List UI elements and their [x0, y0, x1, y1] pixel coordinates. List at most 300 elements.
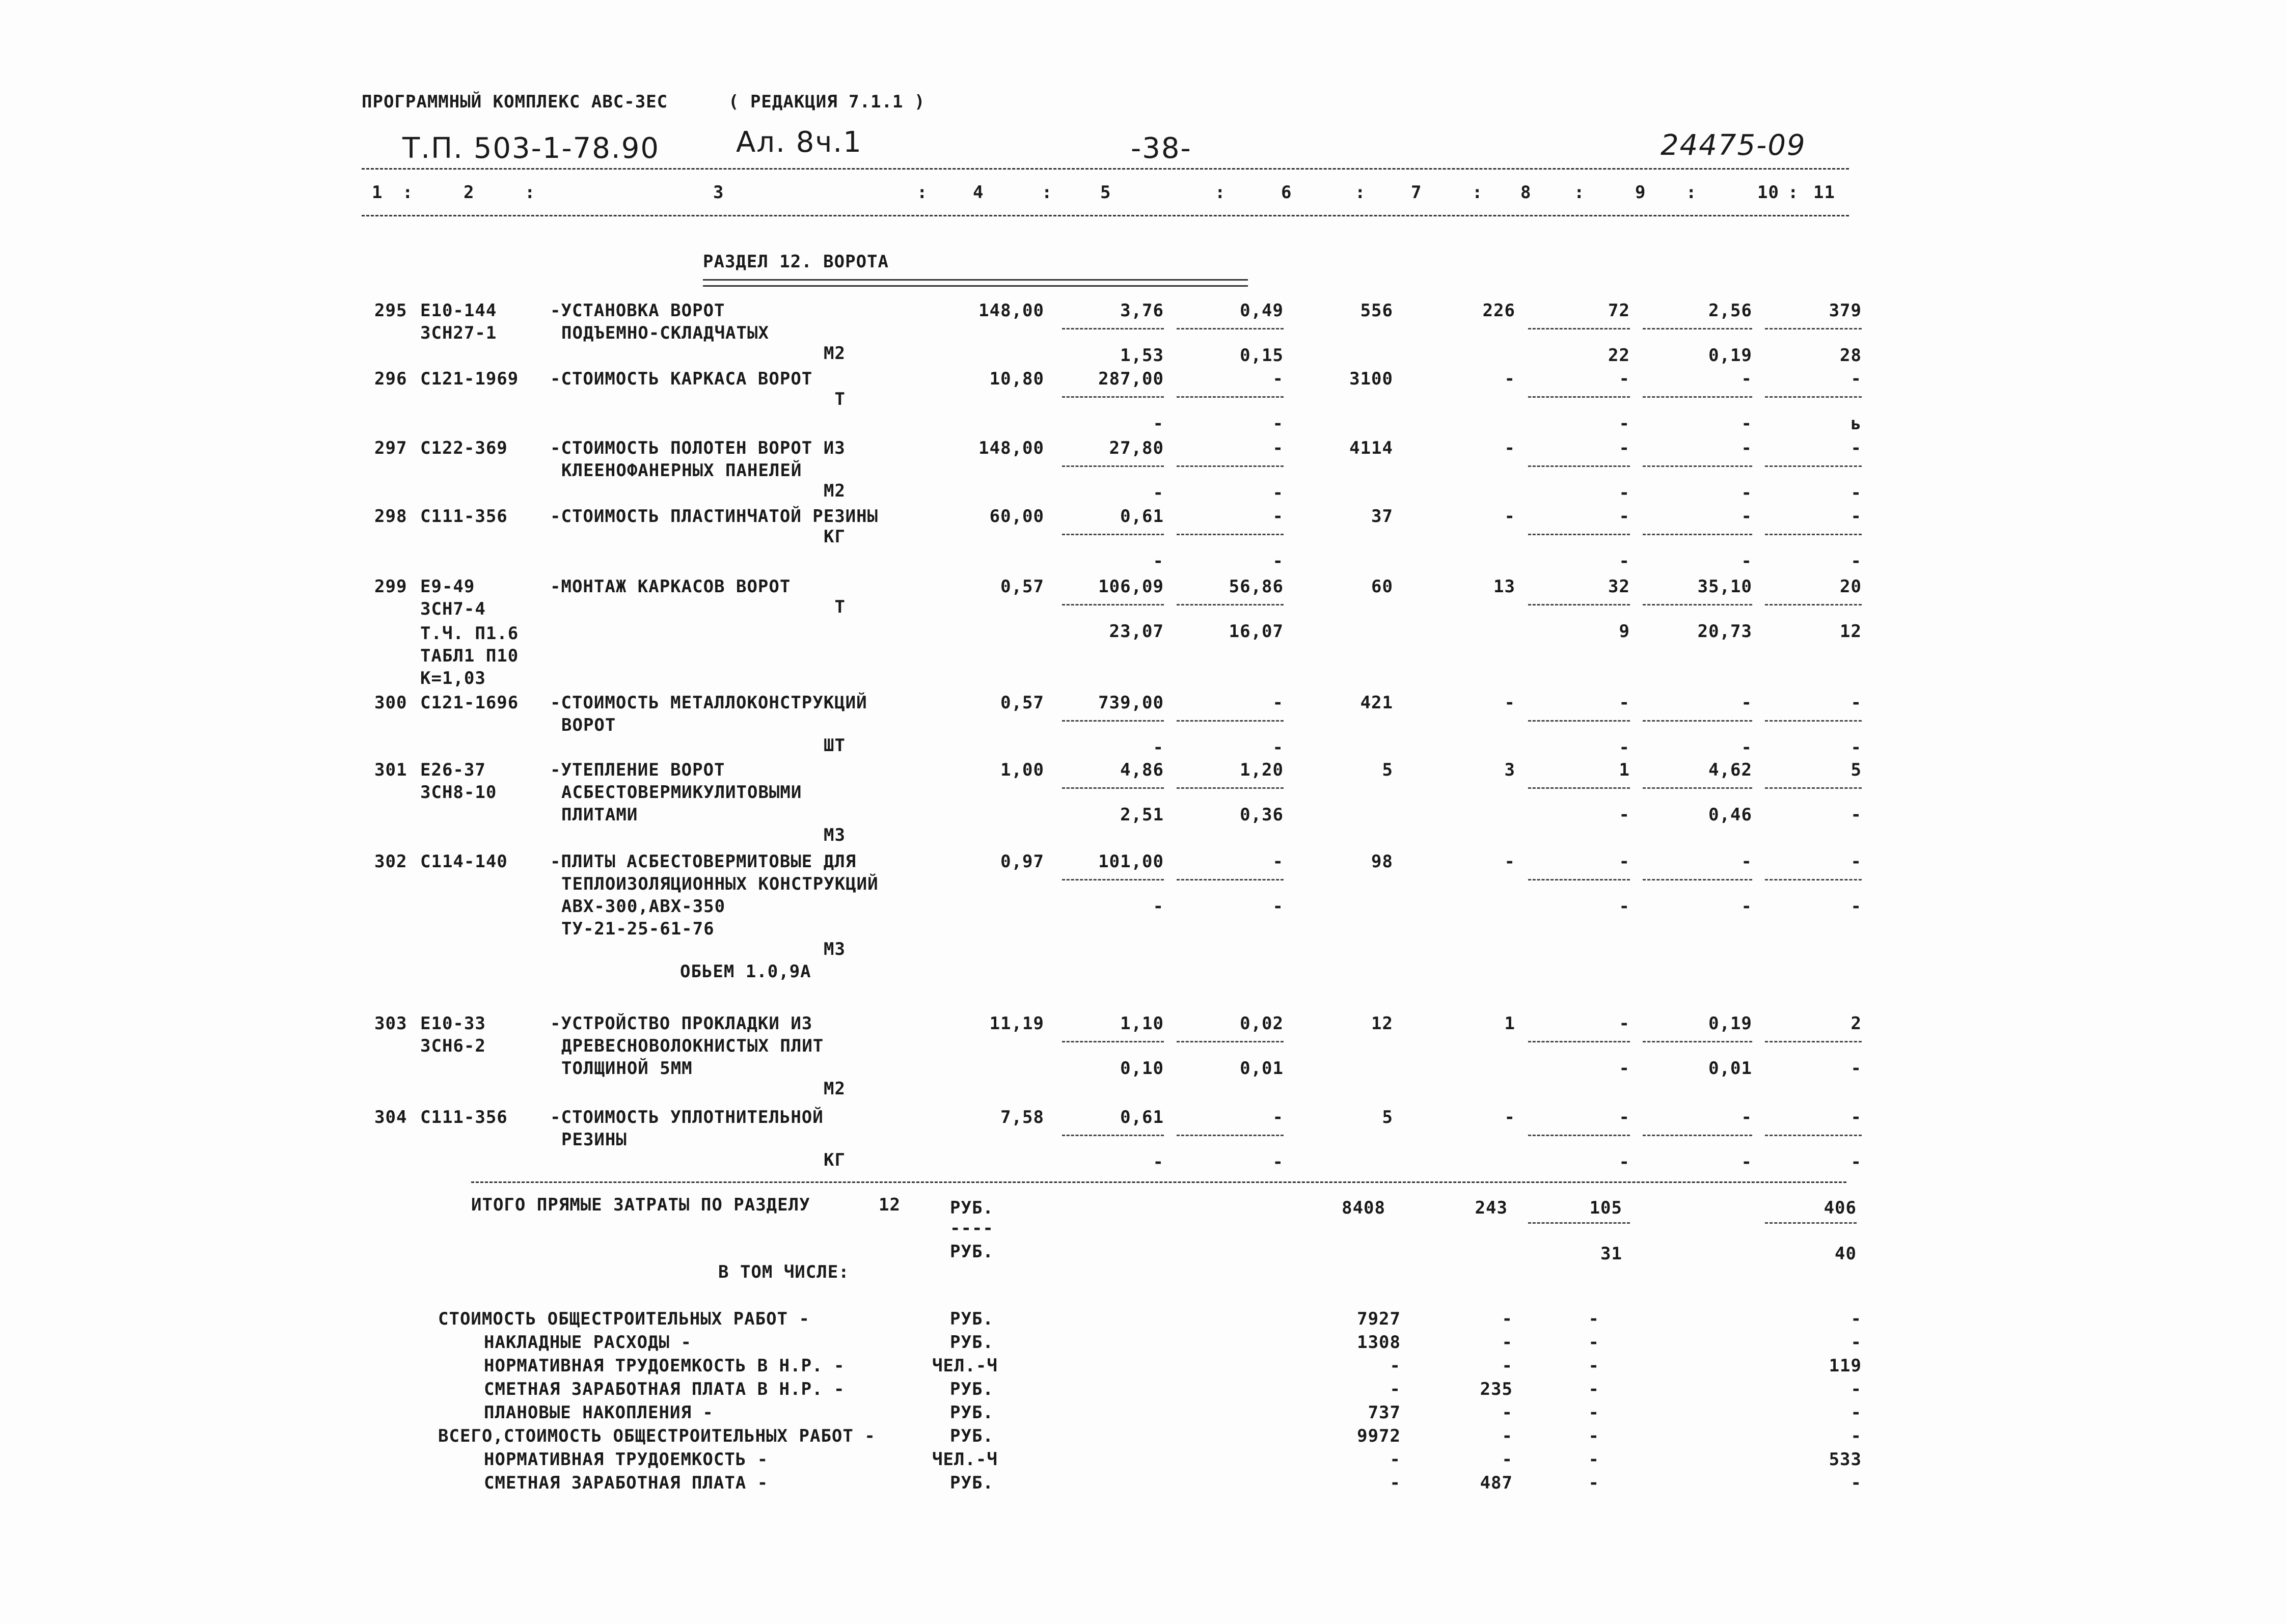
item-c5-rule: [1062, 396, 1164, 398]
header-rule-bottom: [362, 215, 1849, 216]
item-c9: -: [1619, 1107, 1630, 1127]
summary-col9: -: [1588, 1332, 1599, 1353]
summary-col7: 1308: [1357, 1332, 1401, 1353]
item-description-line: ДРЕВЕСНОВОЛОКНИСТЫХ ПЛИТ: [561, 1036, 824, 1056]
item-c4: 0,97: [1000, 851, 1044, 872]
item-c11b: -: [1850, 1058, 1862, 1079]
item-c9-rule: [1528, 604, 1630, 605]
summary-col9: -: [1588, 1473, 1599, 1493]
summary-col11: -: [1850, 1402, 1862, 1423]
item-number: 304: [374, 1107, 407, 1127]
item-c10b: -: [1741, 483, 1752, 503]
item-c5: 1,10: [1120, 1013, 1164, 1034]
totals-including-label: В ТОМ ЧИСЛЕ:: [718, 1262, 850, 1282]
item-c10: -: [1741, 438, 1752, 458]
item-note: ОБЬЕМ 1.0,9А: [680, 961, 811, 982]
summary-unit: ЧЕЛ.-Ч: [932, 1449, 998, 1470]
item-c5: 287,00: [1098, 369, 1164, 389]
program-edition: ( РЕДАКЦИЯ 7.1.1 ): [728, 92, 926, 112]
item-c6b: -: [1272, 1152, 1284, 1172]
item-c11b: -: [1850, 737, 1862, 758]
item-code: Е26-37: [420, 760, 486, 780]
column-number: 7: [1411, 182, 1422, 203]
item-c6-rule: [1177, 1135, 1284, 1136]
item-c9b: -: [1619, 551, 1630, 571]
totals-unit: РУБ.: [950, 1198, 994, 1218]
item-c11b: -: [1850, 483, 1862, 503]
item-c5: 4,86: [1120, 760, 1164, 780]
item-c10b: 0,46: [1708, 805, 1752, 825]
item-c5-rule: [1062, 787, 1164, 789]
item-c11: -: [1850, 693, 1862, 713]
item-c6: -: [1272, 438, 1284, 458]
item-code-secondary: ЗСН27-1: [420, 323, 497, 343]
item-c6: 56,86: [1229, 576, 1284, 597]
item-c10: -: [1741, 506, 1752, 527]
item-c11-rule: [1765, 879, 1862, 880]
summary-label: ПЛАНОВЫЕ НАКОПЛЕНИЯ -: [484, 1402, 714, 1423]
item-c9b: 9: [1619, 621, 1630, 642]
summary-col11: 533: [1829, 1449, 1862, 1470]
item-c4: 0,57: [1000, 576, 1044, 597]
column-separator: :: [525, 182, 536, 203]
column-number: 6: [1281, 182, 1292, 203]
item-code: Е10-144: [420, 300, 497, 321]
item-c6b: 0,36: [1240, 805, 1284, 825]
item-c11: -: [1850, 506, 1862, 527]
item-c8: 3: [1504, 760, 1515, 780]
item-description-line: -УСТРОЙСТВО ПРОКЛАДКИ ИЗ: [550, 1013, 813, 1034]
item-c5b: -: [1153, 414, 1164, 434]
summary-col11: -: [1850, 1379, 1862, 1399]
item-c6b: -: [1272, 551, 1284, 571]
item-c6-rule: [1177, 396, 1284, 398]
item-c5-rule: [1062, 534, 1164, 535]
summary-col8: -: [1502, 1426, 1513, 1446]
item-c10-rule: [1643, 396, 1752, 398]
item-c9b: 22: [1608, 345, 1630, 366]
item-c5-rule: [1062, 879, 1164, 880]
summary-col8: -: [1502, 1309, 1513, 1329]
item-c6: -: [1272, 1107, 1284, 1127]
header-rule-top: [362, 168, 1849, 170]
item-c6: -: [1272, 693, 1284, 713]
item-c10-rule: [1643, 720, 1752, 722]
item-description-line: -СТОИМОСТЬ ПЛАСТИНЧАТОЙ РЕЗИНЫ: [550, 506, 879, 527]
item-description-line: ВОРОТ: [561, 715, 616, 735]
item-c9b: -: [1619, 896, 1630, 917]
column-separator: :: [1472, 182, 1483, 203]
item-code: С122-369: [420, 438, 508, 458]
summary-col7: -: [1390, 1356, 1401, 1376]
column-separator: :: [917, 182, 928, 203]
item-c6-rule: [1177, 328, 1284, 329]
item-c5b: -: [1153, 737, 1164, 758]
item-number: 295: [374, 300, 407, 321]
summary-label: НОРМАТИВНАЯ ТРУДОЕМКОСТЬ В Н.Р. -: [484, 1356, 845, 1376]
item-c11-rule: [1765, 604, 1862, 605]
item-code: С111-356: [420, 506, 508, 527]
summary-label: СТОИМОСТЬ ОБЩЕСТРОИТЕЛЬНЫХ РАБОТ -: [438, 1309, 810, 1329]
totals-rule: [471, 1181, 1846, 1183]
summary-label: НОРМАТИВНАЯ ТРУДОЕМКОСТЬ -: [484, 1449, 769, 1470]
item-c11-rule: [1765, 720, 1862, 722]
item-c11b: -: [1850, 896, 1862, 917]
item-c10: 0,19: [1708, 1013, 1752, 1034]
totals-col11-rule: [1765, 1222, 1857, 1224]
item-unit: Т: [834, 597, 846, 617]
column-separator: :: [1042, 182, 1053, 203]
totals-col8: 243: [1475, 1198, 1508, 1218]
summary-col8: -: [1502, 1332, 1513, 1353]
item-c8: -: [1504, 693, 1515, 713]
item-c9-rule: [1528, 879, 1630, 880]
item-c8: -: [1504, 369, 1515, 389]
item-c9: -: [1619, 851, 1630, 872]
column-number: 3: [713, 182, 724, 203]
item-code: С121-1696: [420, 693, 519, 713]
item-c5b: -: [1153, 896, 1164, 917]
item-c10: -: [1741, 1107, 1752, 1127]
summary-col7: -: [1390, 1473, 1401, 1493]
item-c11b: -: [1850, 1152, 1862, 1172]
column-separator: :: [402, 182, 414, 203]
item-c5: 27,80: [1109, 438, 1164, 458]
item-c9-rule: [1528, 720, 1630, 722]
summary-unit: ЧЕЛ.-Ч: [932, 1356, 998, 1376]
item-code-secondary: ЗСН8-10: [420, 782, 497, 803]
summary-label: СМЕТНАЯ ЗАРАБОТНАЯ ПЛАТА -: [484, 1473, 769, 1493]
item-description-line: -МОНТАЖ КАРКАСОВ ВОРОТ: [550, 576, 791, 597]
item-c9: 32: [1608, 576, 1630, 597]
item-c9-rule: [1528, 534, 1630, 535]
item-c4: 60,00: [989, 506, 1044, 527]
summary-label: ВСЕГО,СТОИМОСТЬ ОБЩЕСТРОИТЕЛЬНЫХ РАБОТ -: [438, 1426, 876, 1446]
item-unit: М3: [824, 825, 846, 845]
item-code: С111-356: [420, 1107, 508, 1127]
item-c6b: 0,15: [1240, 345, 1284, 366]
item-c7: 98: [1371, 851, 1393, 872]
item-c10-rule: [1643, 534, 1752, 535]
item-c5: 101,00: [1098, 851, 1164, 872]
summary-col8: 235: [1480, 1379, 1513, 1399]
column-number: 9: [1635, 182, 1646, 203]
summary-col8: -: [1502, 1449, 1513, 1470]
item-c6b: -: [1272, 896, 1284, 917]
item-unit: Т: [834, 389, 846, 409]
item-c6-rule: [1177, 879, 1284, 880]
totals-col9-second: 31: [1600, 1244, 1622, 1264]
item-c10b: 0,19: [1708, 345, 1752, 366]
item-c11: -: [1850, 438, 1862, 458]
column-separator: :: [1788, 182, 1799, 203]
document-number: 24475-09: [1661, 129, 1806, 162]
item-c9-rule: [1528, 787, 1630, 789]
summary-col8: -: [1502, 1402, 1513, 1423]
item-c11b: -: [1850, 805, 1862, 825]
column-number: 4: [973, 182, 984, 203]
item-code-secondary: ЗСН7-4: [420, 599, 486, 619]
item-c9-rule: [1528, 396, 1630, 398]
item-c8: 226: [1482, 300, 1515, 321]
item-c8: 13: [1493, 576, 1515, 597]
album-number: Ал. 8ч.1: [736, 126, 862, 159]
item-c5-rule: [1062, 720, 1164, 722]
item-description-line: ТЕПЛОИЗОЛЯЦИОННЫХ КОНСТРУКЦИЙ: [561, 874, 879, 894]
item-unit: М2: [824, 343, 846, 364]
item-c11: 20: [1840, 576, 1862, 597]
item-description-line: ТУ-21-25-61-76: [561, 919, 715, 939]
item-c9: 72: [1608, 300, 1630, 321]
item-c5b: 1,53: [1120, 345, 1164, 366]
summary-col9: -: [1588, 1379, 1599, 1399]
item-code-note: ТАБЛ1 П10: [420, 646, 519, 666]
item-c5b: -: [1153, 1152, 1164, 1172]
item-c10b: -: [1741, 414, 1752, 434]
item-c7: 5: [1382, 760, 1393, 780]
item-c10b: 20,73: [1697, 621, 1752, 642]
item-c8: -: [1504, 1107, 1515, 1127]
item-c11-rule: [1765, 534, 1862, 535]
column-number: 8: [1520, 182, 1532, 203]
item-c5b: 23,07: [1109, 621, 1164, 642]
summary-unit: РУБ.: [950, 1309, 994, 1329]
item-c6-rule: [1177, 720, 1284, 722]
item-description-line: АВХ-300,АВХ-350: [561, 896, 726, 917]
summary-col9: -: [1588, 1426, 1599, 1446]
item-number: 299: [374, 576, 407, 597]
item-c10-rule: [1643, 328, 1752, 329]
item-description-line: ПОДЪЕМНО-СКЛАДЧАТЫХ: [561, 323, 769, 343]
item-description-line: АСБЕСТОВЕРМИКУЛИТОВЫМИ: [561, 782, 802, 803]
summary-unit: РУБ.: [950, 1332, 994, 1353]
item-c4: 1,00: [1000, 760, 1044, 780]
item-c5b: 0,10: [1120, 1058, 1164, 1079]
item-c9-rule: [1528, 1135, 1630, 1136]
summary-col7: -: [1390, 1449, 1401, 1470]
summary-col7: 9972: [1357, 1426, 1401, 1446]
summary-col7: 737: [1368, 1402, 1401, 1423]
item-c6b: 0,01: [1240, 1058, 1284, 1079]
item-c11b: 12: [1840, 621, 1862, 642]
item-c6b: -: [1272, 483, 1284, 503]
item-description-line: ПЛИТАМИ: [561, 805, 638, 825]
item-c9b: -: [1619, 737, 1630, 758]
item-c5: 0,61: [1120, 1107, 1164, 1127]
item-c6-rule: [1177, 1041, 1284, 1042]
item-code: Е10-33: [420, 1013, 486, 1034]
totals-col9-rule: [1528, 1222, 1630, 1224]
item-unit: КГ: [824, 1150, 846, 1170]
item-c10b: 0,01: [1708, 1058, 1752, 1079]
item-c9: 1: [1619, 760, 1630, 780]
item-c4: 7,58: [1000, 1107, 1044, 1127]
item-c9-rule: [1528, 465, 1630, 467]
item-c11: -: [1850, 369, 1862, 389]
item-c5: 3,76: [1120, 300, 1164, 321]
item-c6-rule: [1177, 465, 1284, 467]
summary-col11: -: [1850, 1473, 1862, 1493]
item-c7: 5: [1382, 1107, 1393, 1127]
item-description-line: -СТОИМОСТЬ ПОЛОТЕН ВОРОТ ИЗ: [550, 438, 846, 458]
item-c8: -: [1504, 438, 1515, 458]
item-c10b: -: [1741, 1152, 1752, 1172]
item-description-line: -УСТАНОВКА ВОРОТ: [550, 300, 725, 321]
summary-col11: -: [1850, 1309, 1862, 1329]
item-c11b: ь: [1850, 414, 1862, 434]
item-code-note: К=1,03: [420, 668, 486, 689]
item-c9-rule: [1528, 328, 1630, 329]
item-number: 298: [374, 506, 407, 527]
column-number: 11: [1813, 182, 1835, 203]
item-c4: 148,00: [978, 438, 1044, 458]
item-description-line: ТОЛЩИНОЙ 5ММ: [561, 1058, 693, 1079]
summary-col9: -: [1588, 1356, 1599, 1376]
item-c7: 4114: [1349, 438, 1393, 458]
item-c10-rule: [1643, 465, 1752, 467]
column-number: 2: [464, 182, 475, 203]
item-c10b: -: [1741, 551, 1752, 571]
item-c5-rule: [1062, 465, 1164, 467]
item-c4: 148,00: [978, 300, 1044, 321]
item-c6-rule: [1177, 604, 1284, 605]
item-c6-rule: [1177, 534, 1284, 535]
item-code: Е9-49: [420, 576, 475, 597]
summary-col9: -: [1588, 1402, 1599, 1423]
item-c5-rule: [1062, 328, 1164, 329]
summary-label: СМЕТНАЯ ЗАРАБОТНАЯ ПЛАТА В Н.Р. -: [484, 1379, 845, 1399]
item-c5b: -: [1153, 551, 1164, 571]
item-c6: 1,20: [1240, 760, 1284, 780]
summary-col9: -: [1588, 1309, 1599, 1329]
summary-col11: -: [1850, 1332, 1862, 1353]
totals-col11-second: 40: [1835, 1244, 1857, 1264]
item-c6: 0,02: [1240, 1013, 1284, 1034]
item-description-line: -УТЕПЛЕНИЕ ВОРОТ: [550, 760, 725, 780]
page-number: -38-: [1131, 132, 1192, 165]
summary-col11: -: [1850, 1426, 1862, 1446]
item-c5-rule: [1062, 1135, 1164, 1136]
item-c7: 37: [1371, 506, 1393, 527]
item-c9-rule: [1528, 1041, 1630, 1042]
item-c10-rule: [1643, 1041, 1752, 1042]
item-c5: 739,00: [1098, 693, 1164, 713]
item-code-note: Т.Ч. П1.6: [420, 623, 519, 644]
item-c10: -: [1741, 693, 1752, 713]
item-c11: 2: [1850, 1013, 1862, 1034]
item-c10-rule: [1643, 787, 1752, 789]
item-c7: 3100: [1349, 369, 1393, 389]
totals-col7: 8408: [1342, 1198, 1385, 1218]
item-c9b: -: [1619, 483, 1630, 503]
summary-unit: РУБ.: [950, 1402, 994, 1423]
item-unit: КГ: [824, 527, 846, 547]
item-c11: 379: [1829, 300, 1862, 321]
item-c10-rule: [1643, 604, 1752, 605]
item-c5-rule: [1062, 1041, 1164, 1042]
item-c7: 60: [1371, 576, 1393, 597]
item-c9: -: [1619, 369, 1630, 389]
item-c10: 35,10: [1697, 576, 1752, 597]
item-c6b: -: [1272, 414, 1284, 434]
item-c11-rule: [1765, 396, 1862, 398]
item-c9b: -: [1619, 1152, 1630, 1172]
column-number: 10: [1757, 182, 1779, 203]
item-c10-rule: [1643, 1135, 1752, 1136]
item-c10: -: [1741, 369, 1752, 389]
item-c6: -: [1272, 369, 1284, 389]
item-c10: -: [1741, 851, 1752, 872]
summary-col7: 7927: [1357, 1309, 1401, 1329]
item-description-line: -ПЛИТЫ АСБЕСТОВЕРМИТОВЫЕ ДЛЯ: [550, 851, 857, 872]
section-title: РАЗДЕЛ 12. ВОРОТА: [703, 252, 889, 272]
item-c9: -: [1619, 438, 1630, 458]
item-c7: 556: [1360, 300, 1393, 321]
summary-label: НАКЛАДНЫЕ РАСХОДЫ -: [484, 1332, 692, 1353]
item-c5b: -: [1153, 483, 1164, 503]
item-code-secondary: ЗСН6-2: [420, 1036, 486, 1056]
item-unit: М2: [824, 1079, 846, 1099]
section-title-underline: [703, 279, 1248, 287]
item-c6-rule: [1177, 787, 1284, 789]
summary-col8: -: [1502, 1356, 1513, 1376]
column-separator: :: [1686, 182, 1697, 203]
item-c7: 421: [1360, 693, 1393, 713]
item-number: 303: [374, 1013, 407, 1034]
item-number: 296: [374, 369, 407, 389]
item-c4: 10,80: [989, 369, 1044, 389]
item-number: 297: [374, 438, 407, 458]
item-c4: 11,19: [989, 1013, 1044, 1034]
summary-col11: 119: [1829, 1356, 1862, 1376]
item-number: 301: [374, 760, 407, 780]
item-c9: -: [1619, 506, 1630, 527]
totals-label: ИТОГО ПРЯМЫЕ ЗАТРАТЫ ПО РАЗДЕЛУ: [471, 1195, 810, 1215]
project-code: Т.П. 503-1-78.90: [402, 132, 660, 165]
summary-col8: 487: [1480, 1473, 1513, 1493]
item-c11-rule: [1765, 465, 1862, 467]
item-c11b: 28: [1840, 345, 1862, 366]
column-number: 5: [1100, 182, 1111, 203]
item-c5: 106,09: [1098, 576, 1164, 597]
summary-unit: РУБ.: [950, 1473, 994, 1493]
item-c11-rule: [1765, 1041, 1862, 1042]
totals-unit-second: РУБ.: [950, 1242, 994, 1262]
column-separator: :: [1355, 182, 1366, 203]
item-unit: М3: [824, 939, 846, 959]
item-c10b: -: [1741, 896, 1752, 917]
item-c6: 0,49: [1240, 300, 1284, 321]
item-c9b: -: [1619, 805, 1630, 825]
item-c5-rule: [1062, 604, 1164, 605]
item-c11-rule: [1765, 1135, 1862, 1136]
item-number: 300: [374, 693, 407, 713]
item-unit: ШТ: [824, 735, 846, 756]
item-c10: 4,62: [1708, 760, 1752, 780]
item-description-line: -СТОИМОСТЬ МЕТАЛЛОКОНСТРУКЦИЙ: [550, 693, 867, 713]
item-c11: 5: [1850, 760, 1862, 780]
column-number: 1: [372, 182, 383, 203]
item-c9b: -: [1619, 414, 1630, 434]
summary-unit: РУБ.: [950, 1426, 994, 1446]
program-name: ПРОГРАММНЫЙ КОМПЛЕКС АВС-ЗЕС: [362, 92, 668, 112]
item-description-line: РЕЗИНЫ: [561, 1130, 627, 1150]
summary-unit: РУБ.: [950, 1379, 994, 1399]
summary-col9: -: [1588, 1449, 1599, 1470]
item-c10: 2,56: [1708, 300, 1752, 321]
totals-section-number: 12: [879, 1195, 901, 1215]
item-c8: -: [1504, 506, 1515, 527]
